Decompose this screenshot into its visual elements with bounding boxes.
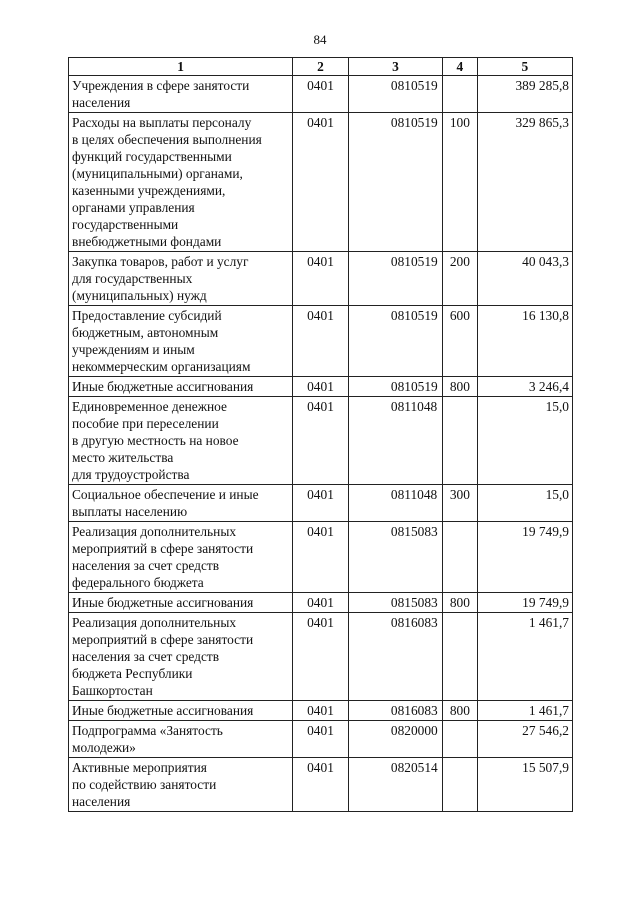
row-amount-cell: 19 749,9	[477, 522, 572, 593]
row-section-code-cell: 0401	[293, 252, 349, 306]
table-row	[69, 252, 573, 306]
row-section-code-cell: 0401	[293, 613, 349, 701]
row-section-code-cell: 0401	[293, 306, 349, 377]
row-expense-type-cell	[443, 613, 477, 701]
row-amount-cell: 40 043,3	[477, 252, 572, 306]
row-target-article-cell: 0820000	[348, 721, 442, 758]
row-section-code-cell: 0401	[293, 758, 349, 812]
row-name-cell: Иные бюджетные ассигнования	[69, 377, 293, 397]
row-target-article-cell: 0816083	[348, 613, 442, 701]
row-amount-cell: 329 865,3	[477, 113, 572, 252]
header-col-1: 1	[69, 58, 293, 76]
header-col-2: 2	[293, 58, 349, 76]
row-name-cell: Учреждения в сфере занятости населения	[69, 76, 293, 113]
row-target-article-cell: 0816083	[348, 701, 442, 721]
row-expense-type-cell: 100	[443, 113, 477, 252]
row-expense-type-cell: 800	[443, 593, 477, 613]
row-target-article-cell: 0810519	[348, 252, 442, 306]
row-name-cell: Иные бюджетные ассигнования	[69, 701, 293, 721]
row-target-article-cell: 0810519	[348, 306, 442, 377]
row-target-article-cell: 0820514	[348, 758, 442, 812]
row-target-article-cell: 0811048	[348, 397, 442, 485]
row-target-article-cell: 0811048	[348, 485, 442, 522]
row-amount-cell: 3 246,4	[477, 377, 572, 397]
row-expense-type-cell	[443, 721, 477, 758]
table-row	[69, 377, 573, 397]
row-target-article-cell: 0810519	[348, 377, 442, 397]
table-row	[69, 613, 573, 701]
header-col-4: 4	[443, 58, 477, 76]
row-target-article-cell: 0810519	[348, 113, 442, 252]
header-col-3: 3	[348, 58, 442, 76]
budget-table	[68, 57, 573, 812]
row-name-cell: Реализация дополнительных мероприятий в сфере занятости населения за счет средств федерального бюджета	[69, 522, 293, 593]
row-name-cell: Социальное обеспечение и иные выплаты населению	[69, 485, 293, 522]
row-expense-type-cell: 800	[443, 377, 477, 397]
row-amount-cell: 15 507,9	[477, 758, 572, 812]
row-expense-type-cell	[443, 397, 477, 485]
row-target-article-cell: 0815083	[348, 593, 442, 613]
page-number: 84	[313, 32, 327, 47]
row-name-cell: Подпрограмма «Занятость молодежи»	[69, 721, 293, 758]
row-section-code-cell: 0401	[293, 485, 349, 522]
row-expense-type-cell: 300	[443, 485, 477, 522]
table-row	[69, 593, 573, 613]
row-amount-cell: 15,0	[477, 485, 572, 522]
row-amount-cell: 27 546,2	[477, 721, 572, 758]
row-amount-cell: 1 461,7	[477, 613, 572, 701]
row-name-cell: Активные мероприятия по содействию занятости населения	[69, 758, 293, 812]
row-amount-cell: 389 285,8	[477, 76, 572, 113]
row-amount-cell: 15,0	[477, 397, 572, 485]
row-section-code-cell: 0401	[293, 76, 349, 113]
table-row	[69, 758, 573, 812]
row-name-cell: Единовременное денежное пособие при переселении в другую местность на новое место жительства для трудоустройства	[69, 397, 293, 485]
row-target-article-cell: 0815083	[348, 522, 442, 593]
row-expense-type-cell	[443, 76, 477, 113]
row-amount-cell: 1 461,7	[477, 701, 572, 721]
row-name-cell: Иные бюджетные ассигнования	[69, 593, 293, 613]
table-row	[69, 113, 573, 252]
table-header-row	[69, 58, 573, 76]
table-row	[69, 522, 573, 593]
row-expense-type-cell	[443, 522, 477, 593]
row-section-code-cell: 0401	[293, 721, 349, 758]
table-row	[69, 701, 573, 721]
row-name-cell: Реализация дополнительных мероприятий в сфере занятости населения за счет средств бюджета Республики Башкортостан	[69, 613, 293, 701]
row-section-code-cell: 0401	[293, 377, 349, 397]
table-row	[69, 397, 573, 485]
row-amount-cell: 19 749,9	[477, 593, 572, 613]
row-section-code-cell: 0401	[293, 522, 349, 593]
row-name-cell: Расходы на выплаты персоналу в целях обеспечения выполнения функций государственными (муниципальными) органами, казенными учреждениями, органами управления государственными внебюджетными фондами	[69, 113, 293, 252]
row-target-article-cell: 0810519	[348, 76, 442, 113]
row-section-code-cell: 0401	[293, 593, 349, 613]
table-row	[69, 76, 573, 113]
header-col-5: 5	[477, 58, 572, 76]
row-name-cell: Предоставление субсидий бюджетным, автономным учреждениям и иным некоммерческим организациям	[69, 306, 293, 377]
row-section-code-cell: 0401	[293, 701, 349, 721]
table-row	[69, 306, 573, 377]
row-section-code-cell: 0401	[293, 397, 349, 485]
row-expense-type-cell	[443, 758, 477, 812]
table-row	[69, 721, 573, 758]
row-expense-type-cell: 200	[443, 252, 477, 306]
row-name-cell: Закупка товаров, работ и услуг для государственных (муниципальных) нужд	[69, 252, 293, 306]
row-section-code-cell: 0401	[293, 113, 349, 252]
row-expense-type-cell: 800	[443, 701, 477, 721]
table-row	[69, 485, 573, 522]
row-expense-type-cell: 600	[443, 306, 477, 377]
row-amount-cell: 16 130,8	[477, 306, 572, 377]
